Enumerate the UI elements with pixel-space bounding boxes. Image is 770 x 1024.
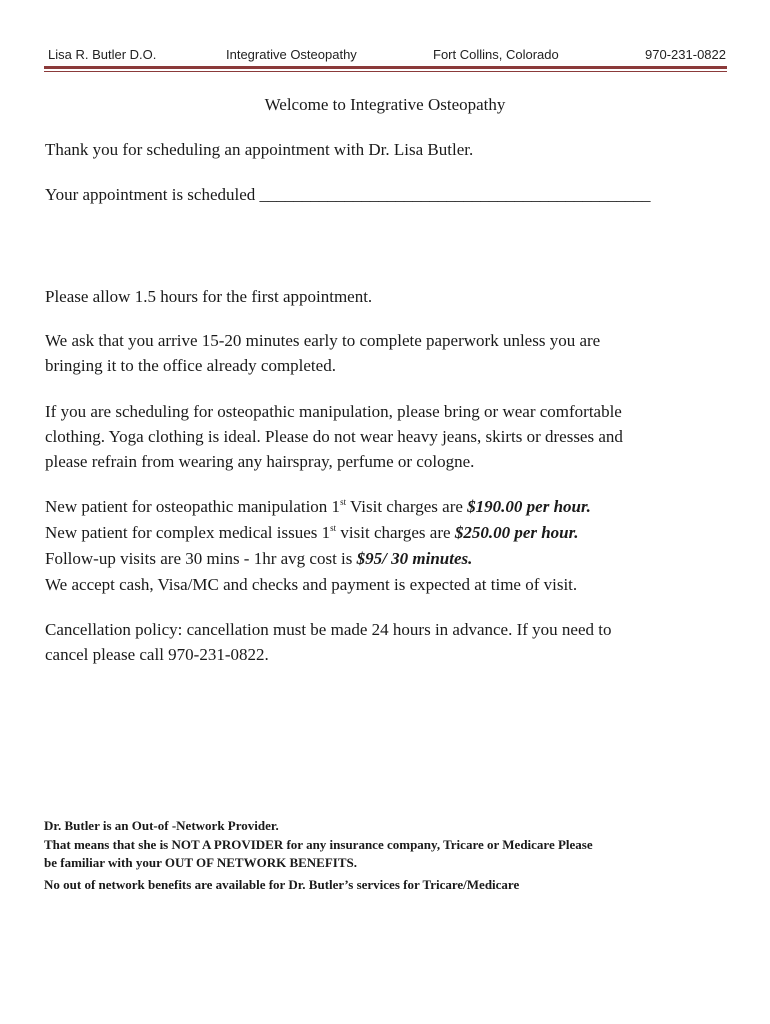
fee-line-followup: Follow-up visits are 30 mins - 1hr avg cost is $95/ 30 minutes. — [45, 549, 473, 568]
letterhead-rule-thin — [44, 71, 727, 72]
network-notice-line-4: No out of network benefits are available for Dr. Butler’s services for Tricare/Medicare — [44, 877, 520, 892]
clothing-line-3: please refrain from wearing any hairspray, perfume or cologne. — [45, 452, 475, 471]
letterhead-practice: Integrative Osteopathy — [226, 47, 357, 62]
cancellation-line-2: cancel please call 970-231-0822. — [45, 645, 269, 664]
letterhead-location: Fort Collins, Colorado — [433, 47, 559, 62]
fee-amount-manipulation: $190.00 per hour. — [467, 497, 591, 516]
fee-line-complex: New patient for complex medical issues 1st visit charges are $250.00 per hour. — [45, 523, 579, 542]
clothing-line-1: If you are scheduling for osteopathic manipulation, please bring or wear comfortable — [45, 402, 622, 421]
arrive-early-line-2: bringing it to the office already completed. — [45, 356, 336, 375]
appointment-scheduled-line: Your appointment is scheduled ______________________________________________ — [45, 185, 651, 204]
fee-amount-followup: $95/ 30 minutes. — [356, 549, 473, 568]
clothing-line-2: clothing. Yoga clothing is ideal. Please do not wear heavy jeans, skirts or dresses and — [45, 427, 623, 446]
allow-time-line: Please allow 1.5 hours for the first appointment. — [45, 287, 373, 306]
letterhead-rule-thick — [44, 66, 727, 69]
fee-amount-complex: $250.00 per hour. — [454, 523, 579, 542]
network-notice-line-3: be familiar with your OUT OF NETWORK BENEFITS. — [44, 855, 358, 870]
cancellation-line-1: Cancellation policy: cancellation must be made 24 hours in advance. If you need to — [45, 620, 612, 639]
network-notice-line-1: Dr. Butler is an Out-of -Network Provider. — [44, 818, 279, 833]
letterhead-name: Lisa R. Butler D.O. — [48, 47, 157, 62]
letterhead — [44, 45, 726, 65]
network-notice-line-2: That means that she is NOT A PROVIDER for any insurance company, Tricare or Medicare Please — [44, 837, 593, 852]
thanks-line: Thank you for scheduling an appointment with Dr. Lisa Butler. — [45, 140, 474, 159]
letterhead-phone: 970-231-0822 — [645, 47, 726, 62]
welcome-heading: Welcome to Integrative Osteopathy — [264, 95, 506, 114]
fee-line-manipulation: New patient for osteopathic manipulation 1st Visit charges are $190.00 per hour. — [45, 497, 591, 516]
payment-line: We accept cash, Visa/MC and checks and payment is expected at time of visit. — [45, 575, 578, 594]
arrive-early-line-1: We ask that you arrive 15-20 minutes early to complete paperwork unless you are — [45, 331, 601, 350]
